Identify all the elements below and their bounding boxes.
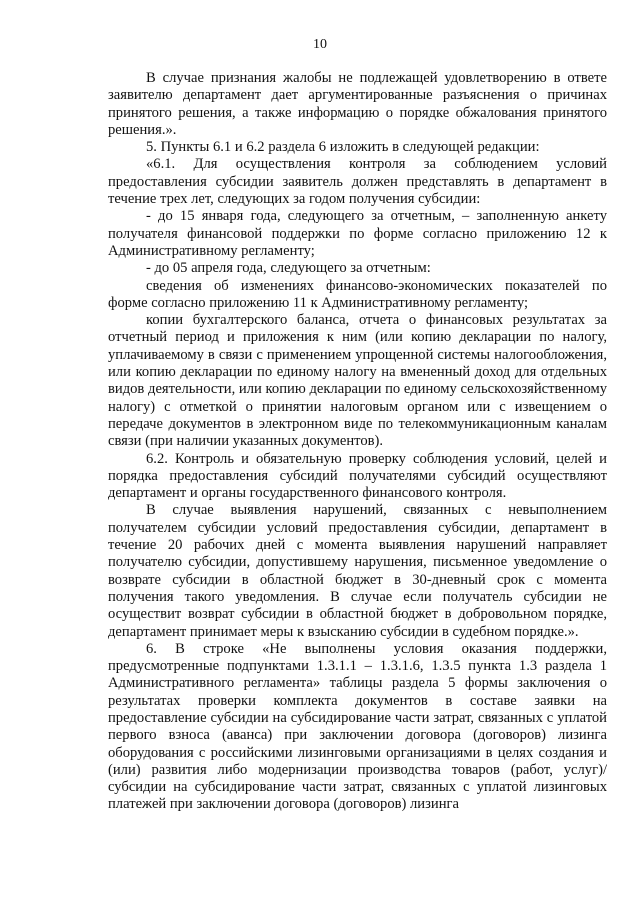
paragraph-financial-indicators: сведения об изменениях финансово-экономических показателей по форме согласно приложению 11 к Административному регламенту; xyxy=(108,277,607,311)
paragraph-amendment-5: 5. Пункты 6.1 и 6.2 раздела 6 изложить в следующей редакции: xyxy=(146,139,540,156)
paragraph-amendment-6: 6. В строке «Не выполнены условия оказания поддержки, предусмотренные подпунктами 1.3.1.1 – 1.3.1.6, 1.3.5 пункта 1.3 раздела 1 Административного регламента» таблицы раздела 5 формы заключения о результатах проверки комплекта документов в составе заявки на предоставление субсидии на субсидирование части затрат, связанных с уплатой первого взноса (аванса) при заключении договора (договоров) лизинга оборудования с российскими лизинговыми организациями в целях создания и (или) развития либо модернизации производства товаров (работ, услуг)/ субсидии на субсидирование части затрат, связанных с уплатой лизинговых платежей при заключении договора (договоров) лизинга xyxy=(108,640,607,813)
paragraph-clause-6-2: 6.2. Контроль и обязательную проверку соблюдения условий, целей и порядка предоставления субсидий получателями субсидий осуществляют департамент и органы государственного финансового контроля. xyxy=(108,450,607,502)
page-number: 10 xyxy=(313,37,327,52)
paragraph-clause-6-1: «6.1. Для осуществления контроля за соблюдением условий предоставления субсидии заявитель должен представлять в департамент в течение трех лет, следующих за годом получения субсидии: xyxy=(108,156,607,208)
document-body xyxy=(108,70,607,814)
paragraph-complaint-decision: В случае признания жалобы не подлежащей удовлетворению в ответе заявителю департамент дает аргументированные разъяснения о причинах принятого решения, а также информацию о порядке обжалования принятого решения.». xyxy=(108,70,607,138)
paragraph-deadline-jan-15: - до 15 января года, следующего за отчетным, – заполненную анкету получателя финансовой поддержки по форме согласно приложению 12 к Административному регламенту; xyxy=(108,208,607,259)
paragraph-balance-copies: копии бухгалтерского баланса, отчета о финансовых результатах за отчетный период и приложения к ним (или копию декларации по налогу, уплачиваемому в связи с применением упрощенной системы налогообложения, или копию декларации по единому налогу на вмененный доход для отдельных видов деятельности, или копию декларации по единому сельскохозяйственному налогу) с отметкой о принятии налоговым органом или с извещением о передаче документов в электронном виде по телекоммуникационным каналам связи (при наличии указанных документов). xyxy=(108,312,607,450)
paragraph-violations: В случае выявления нарушений, связанных с невыполнением получателем субсидии условий предоставления субсидии, департамент в течение 20 рабочих дней с момента выявления нарушений направляет получателю субсидии, допустившему нарушения, письменное уведомление о возврате субсидии в областной бюджет в 30-дневный срок с момента получения такого уведомления. В случае если получатель субсидии не осуществит возврат субсидии в областной бюджет в добровольном порядке, департамент принимает меры к взысканию субсидии в судебном порядке.». xyxy=(108,502,607,640)
paragraph-deadline-apr-05: - до 05 апреля года, следующего за отчетным: xyxy=(146,260,431,277)
